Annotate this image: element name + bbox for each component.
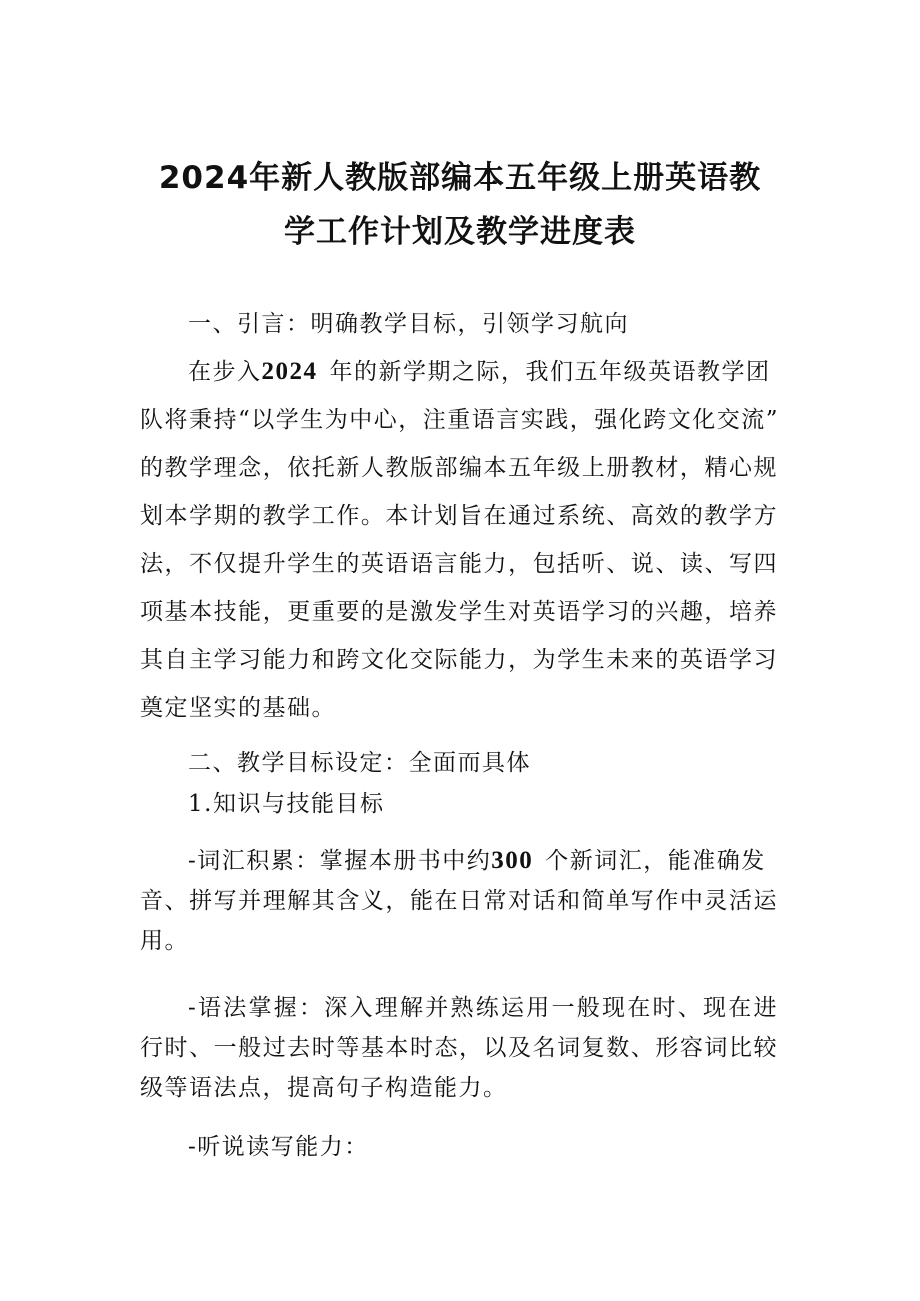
intro-line-6: 项基本技能，更重要的是激发学生对英语学习的兴趣，培养 <box>140 599 778 625</box>
grammar-line-2: 行时、一般过去时等基本时态，以及名词复数、形容词比较 <box>140 1035 778 1061</box>
document-title-line-2: 学工作计划及教学进度表 <box>284 214 636 250</box>
grammar-line-1: -语法掌握：深入理解并熟练运用一般现在时、现在进 <box>188 995 778 1021</box>
document-title-line-1: 2024年新人教版部编本五年级上册英语教 <box>158 160 762 196</box>
section-1-heading: 一、引言：明确教学目标，引领学习航向 <box>188 311 629 337</box>
subsection-1-heading: 1.知识与技能目标 <box>188 791 385 817</box>
intro-line-1 <box>188 357 771 387</box>
intro-line-5: 法，不仅提升学生的英语语言能力，包括听、说、读、写四 <box>140 551 778 577</box>
vocab-text: 个新词汇，能准确发 <box>545 848 766 874</box>
skills-line-1: -听说读写能力： <box>188 1134 369 1160</box>
vocab-text: -词汇积累：掌握本册书中约 <box>188 848 492 874</box>
intro-line-2: 队将秉持“以学生为中心，注重语言实践，强化跨文化交流” <box>140 407 780 433</box>
intro-line-3: 的教学理念，依托新人教版部编本五年级上册教材，精心规 <box>140 455 778 481</box>
vocab-line-3: 用。 <box>140 928 189 954</box>
vocab-line-2: 音、拼写并理解其含义，能在日常对话和简单写作中灵活运 <box>140 888 778 914</box>
vocab-count: 300 <box>491 847 534 874</box>
section-2-heading: 二、教学目标设定：全面而具体 <box>188 750 531 776</box>
intro-line-7: 其自主学习能力和跨文化交际能力，为学生未来的英语学习 <box>140 647 778 673</box>
year-number: 2024 <box>261 358 318 385</box>
grammar-line-3: 级等语法点，提高句子构造能力。 <box>140 1075 508 1101</box>
intro-text: 年的新学期之际，我们五年级英语教学团 <box>329 359 771 385</box>
intro-text: 在步入 <box>188 359 262 385</box>
intro-line-4: 划本学期的教学工作。本计划旨在通过系统、高效的教学方 <box>140 503 778 529</box>
vocab-line-1 <box>188 846 766 876</box>
intro-line-8: 奠定坚实的基础。 <box>140 695 336 721</box>
